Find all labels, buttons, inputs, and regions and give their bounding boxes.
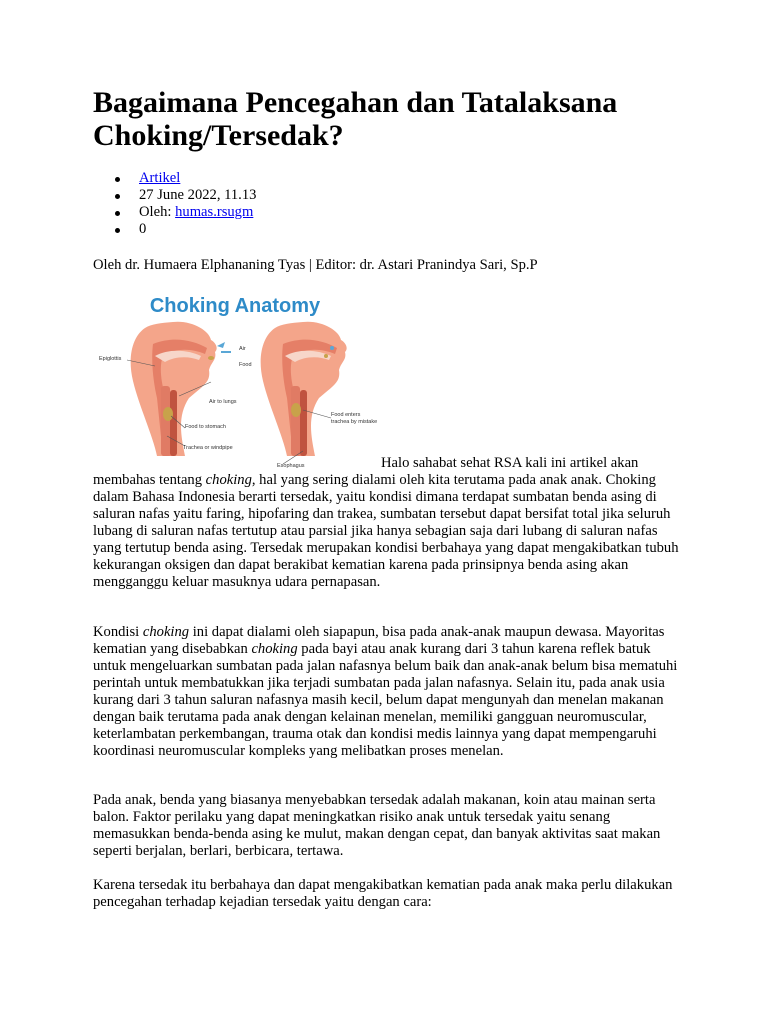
article-meta-list: [93, 170, 256, 238]
text-run: pada bayi atau anak kurang dari 3 tahun karena reflek batuk untuk mengeluarkan sumbatan pada jalan nafasnya belum baik dan anak-anak belum bisa mematuhi perintah untuk membatukkan jika terjadi sumbatan pada jalan nafasnya. Selain itu, pada anak usia kurang dari 3 tahun saluran nafasnya masih kecil, belum dapat mengunyah dan menelan makanan dengan baik terutama pada anak dengan kelainan menelan, memiliki gangguan neuromuscular, keterlambatan perkembangan, trauma otak dan kondisi medis lainnya yang dapat mempengaruhi koordinasi neuromuscular kompleks yang melibatkan proses menelan.: [93, 641, 678, 759]
paragraph-causes: Pada anak, benda yang biasanya menyebabkan tersedak adalah makanan, koin atau mainan serta balon. Faktor perilaku yang dapat meningkatkan risiko anak untuk tersedak yaitu senang memasukkan benda-benda asing ke mulut, makan dengan cepat, dan banyak aktivitas saat makan seperti berjalan, berlari, berbicara, tertawa.: [93, 792, 661, 859]
article-byline: Oleh dr. Humaera Elphananing Tyas | Editor: dr. Astari Pranindya Sari, Sp.P: [93, 257, 538, 273]
emphasis-term: choking: [142, 624, 190, 640]
text-run: , hal yang sering dialami oleh kita terutama pada anak anak. Choking dalam Bahasa Indonesia berarti tersedak, yaitu kondisi dimana terdapat sumbatan benda asing di saluran nafas yaitu faring, hipofaring dan trakea, sumbatan tersebut dapat bersifat total jika seluruh lubang di saluran nafas tertutup atau parsial jika hanya sebagian saja dari lubang di saluran nafas yang tertutup benda asing. Tersedak merupakan kondisi berbahaya yang dapat mengakibatkan tubuh kekurangan oksigen dan dapat berakibat kematian karena pada prinsipnya benda asing akan mengganggu keluar masuknya udara pernapasan.: [93, 472, 679, 590]
label-food-to-stomach: Food to stomach: [185, 424, 226, 430]
article-title: Bagaimana Pencegahan dan Tatalaksana Choking/Tersedak?: [93, 86, 618, 152]
label-food-enters-1: Food enters: [331, 412, 361, 418]
label-esophagus: Esophagus: [277, 463, 305, 469]
meta-category: [93, 170, 256, 187]
paragraph-prevention: Karena tersedak itu berbahaya dan dapat mengakibatkan kematian pada anak maka perlu dilakukan pencegahan terhadap kejadian tersedak yaitu dengan cara:: [93, 877, 673, 910]
meta-date: 27 June 2022, 11.13: [93, 187, 256, 204]
author-prefix: Oleh:: [139, 204, 172, 220]
author-link[interactable]: humas.rsugm: [175, 204, 254, 220]
category-link[interactable]: Artikel: [139, 170, 181, 186]
text-run: ini dapat dialami oleh siapapun, bisa pada anak-anak maupun dewasa. Mayoritas kematian yang disebabkan: [93, 624, 665, 657]
text-run: Halo sahabat sehat RSA kali ini artikel akan membahas tentang: [93, 455, 639, 488]
label-trachea: Trachea or windpipe: [183, 445, 233, 451]
emphasis-term: choking: [251, 641, 298, 657]
paragraph-who-affected: [93, 624, 683, 760]
emphasis-term: choking: [205, 472, 252, 488]
paragraph-intro: [93, 455, 683, 591]
meta-comment-count: 0: [93, 221, 256, 238]
figure-title: Choking Anatomy: [149, 295, 321, 317]
label-air-to-lungs: Air to lungs: [209, 399, 237, 405]
text-run: Kondisi: [93, 624, 143, 640]
label-food: Food: [239, 362, 252, 368]
meta-author: [93, 204, 256, 221]
label-food-enters-2: trachea by mistake: [331, 419, 378, 425]
choking-anatomy-figure: [93, 286, 378, 472]
choking-illustration: [261, 322, 347, 456]
normal-swallow-illustration: [131, 322, 231, 456]
label-air: Air: [239, 346, 246, 352]
label-epiglottis: Epiglottis: [99, 356, 122, 362]
